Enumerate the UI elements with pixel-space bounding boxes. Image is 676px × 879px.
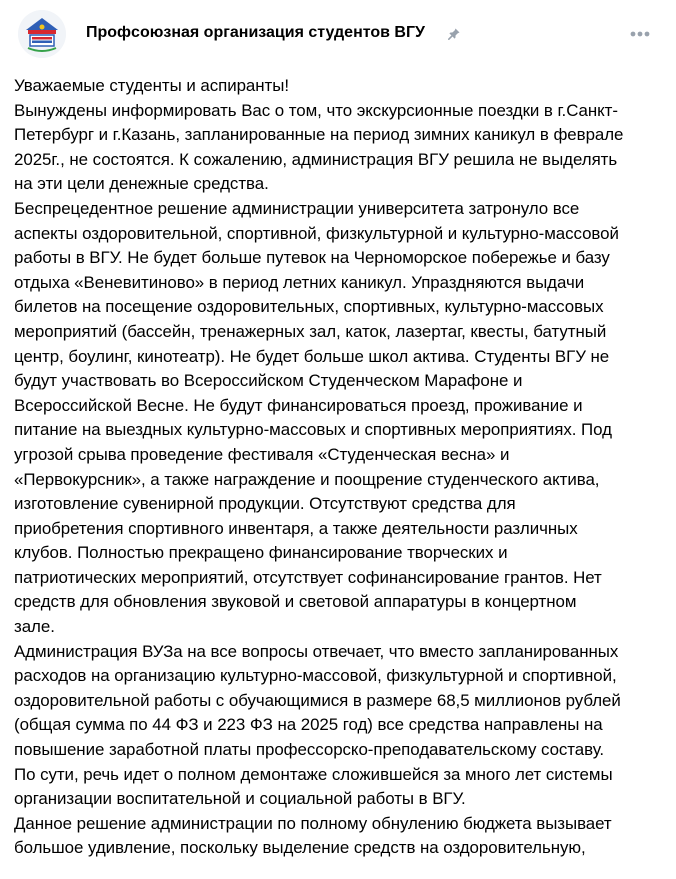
post-text-line: Петербург и г.Казань, запланированные на период зимних каникул в феврале (14, 125, 624, 145)
author-name[interactable]: Профсоюзная организация студентов ВГУ (86, 24, 425, 41)
post-text-line: Беспрецедентное решение администрации университета затронуло все (14, 198, 580, 218)
post-text-line: на эти цели денежные средства. (14, 174, 269, 194)
post-text-line: работы в ВГУ. Не будет больше путевок на Черноморское побережье и базу (14, 248, 610, 268)
post-text-line: Уважаемые студенты и аспиранты! (14, 76, 289, 95)
post-text-line: будут участвовать во Всероссийском Студенческом Марафоне и (14, 371, 523, 391)
post-text-line: изготовление сувенирной продукции. Отсутствуют средства для (14, 494, 516, 514)
organization-logo-icon (18, 10, 66, 58)
post-text-line: питание на выездных культурно-массовых и спортивных мероприятиях. Под (14, 420, 612, 440)
more-horizontal-icon[interactable] (624, 22, 656, 46)
post-text-line: оздоровительной работы с обучающимися в размере 68,5 миллионов рублей (14, 690, 621, 710)
post-text-line: Данное решение администрации по полному обнулению бюджета вызывает (14, 813, 612, 833)
post-text-line: Всероссийской Весне. Не будут финансироваться проезд, проживание и (14, 395, 583, 415)
post-text-line: мероприятий (бассейн, тренажерных зал, каток, лазертаг, квесты, батутный (14, 321, 607, 341)
post-text-line: большое удивление, поскольку выделение средств на оздоровительную, (14, 838, 586, 858)
post-text-line: «Первокурсник», а также награждение и поощрение студенческого актива, (14, 469, 600, 489)
post-text-line: По сути, речь идет о полном демонтаже сложившейся за много лет системы (14, 764, 613, 784)
post-text-line: клубов. Полностью прекращено финансирование творческих и (14, 543, 508, 563)
post-text-line: Вынуждены информировать Вас о том, что экскурсионные поездки в г.Санкт- (14, 100, 618, 120)
organization-avatar[interactable] (18, 10, 66, 58)
post-text-line: (общая сумма по 44 ФЗ и 223 ФЗ на 2025 год) все средства направлены на (14, 715, 603, 735)
post-text-line: Администрация ВУЗа на все вопросы отвечает, что вместо запланированных (14, 641, 619, 661)
post-text-line: центр, боулинг, кинотеатр). Не будет больше школ актива. Студенты ВГУ не (14, 346, 610, 366)
post-text-line: организации воспитательной и социальной работы в ВГУ. (14, 789, 466, 809)
post-text-line: расходов на организацию культурно-массовой, физкультурной и спортивной, (14, 666, 617, 686)
post-text-line: патриотических мероприятий, отсутствует софинансирование грантов. Нет (14, 567, 602, 587)
pin-icon (447, 27, 461, 41)
post-text-line: отдыха «Веневитиново» в период летних каникул. Упраздняются выдачи (14, 272, 585, 292)
post-text-line: средств для обновления звуковой и световой аппаратуры в концертном (14, 592, 577, 612)
post-text-line: угрозой срыва проведение фестиваля «Студенческая весна» и (14, 444, 510, 464)
post-text (14, 74, 669, 861)
post-text-line: аспекты оздоровительной, спортивной, физкультурной и культурно-массовой (14, 223, 619, 243)
post-text-line: билетов на посещение оздоровительных, спортивных, культурно-массовых (14, 297, 604, 317)
post-text-line: зале. (14, 617, 55, 637)
post-text-line: 2025г., не состоятся. К сожалению, администрация ВГУ решила не выделять (14, 149, 618, 169)
post-text-line: приобретения спортивного инвентаря, а также деятельности различных (14, 518, 578, 538)
post-header (0, 0, 676, 70)
post-text-line: повышение заработной платы профессорско-преподавательскому составу. (14, 740, 605, 760)
